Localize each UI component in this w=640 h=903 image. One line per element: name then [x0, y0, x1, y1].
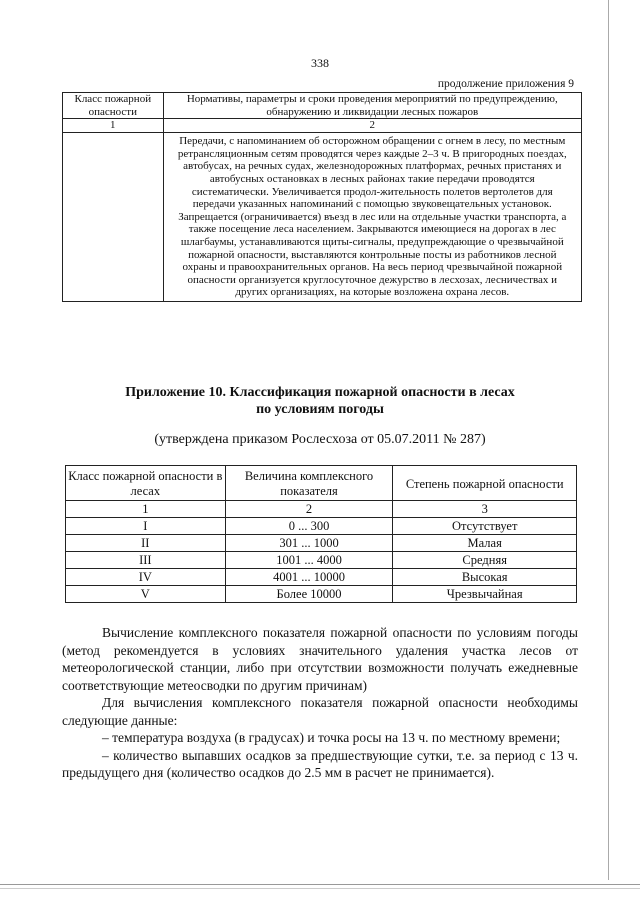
body-paragraph: – температура воздуха (в градусах) и точка росы на 13 ч. по местному времени;: [102, 730, 561, 745]
danger-degree: Чрезвычайная: [393, 586, 577, 603]
scan-edge-line: [608, 0, 609, 880]
measures-cell: [163, 133, 581, 302]
danger-class: V: [66, 586, 226, 603]
index-range: 301 ... 1000: [225, 535, 393, 552]
danger-class: I: [66, 518, 226, 535]
header-cell: Класс пожарной опасности: [63, 93, 164, 119]
approval-note: (утверждена приказом Рослесхоза от 05.07.2011 № 287): [154, 432, 486, 447]
table-row: [66, 569, 577, 586]
column-number: 1: [66, 501, 226, 518]
measures-paragraph: Передачи, с напоминанием об осторожном обращении с огнем в лесу, по местным ретрансляционным сетям проводятся через каждые 2–3 ч. В пригородных поездах, автобусах, на речных судах, железнодорожных платформах, речных пристанях и автобусных остановках в лесных районах такие передачи проводятся систематически. Увеличивается продол-жительность полетов вертолетов для передачи указанных напоминаний с помощью звуковещательных установок.: [177, 135, 567, 211]
body-paragraph: – количество выпавших осадков за предшествующие сутки, т.е. за период с 13 ч. предыдущего дня (количество осадков до 2.5 мм в расчет не принимается).: [62, 747, 578, 780]
table-row: [63, 133, 582, 302]
scan-edge-line: [0, 884, 640, 885]
danger-class: II: [66, 535, 226, 552]
index-range: 1001 ... 4000: [225, 552, 393, 569]
page-number: 338: [311, 56, 329, 70]
column-number: 2: [163, 119, 581, 133]
appendix-title-line: по условиям погоды: [256, 402, 384, 417]
column-number: 2: [225, 501, 393, 518]
index-range: Более 10000: [225, 586, 393, 603]
scan-edge-line: [0, 888, 640, 889]
header-cell: Степень пожарной опасности: [393, 466, 577, 501]
table-header-row: [66, 466, 577, 501]
header-cell: Класс пожарной опасности в лесах: [66, 466, 226, 501]
table-row: [66, 518, 577, 535]
table-header-row: [63, 93, 582, 119]
danger-class: IV: [66, 569, 226, 586]
column-number: 3: [393, 501, 577, 518]
body-paragraph: Вычисление комплексного показателя пожарной опасности по условиям погоды (метод рекомендуется в условиях значительного удаления участка лесов от метеорологической станции, либо при отсутствии возможности получать ежедневные соответствующие метеосводки по другим причинам): [62, 625, 578, 693]
class-cell-empty: [63, 133, 164, 302]
danger-degree: Высокая: [393, 569, 577, 586]
body-text: [62, 624, 578, 782]
table-row: [66, 586, 577, 603]
fire-danger-classification-table: [65, 465, 577, 603]
danger-degree: Малая: [393, 535, 577, 552]
table-row: [66, 535, 577, 552]
index-range: 4001 ... 10000: [225, 569, 393, 586]
table-row: [66, 552, 577, 569]
danger-degree: Средняя: [393, 552, 577, 569]
fire-measures-table: [62, 92, 582, 302]
danger-degree: Отсутствует: [393, 518, 577, 535]
appendix-title-line: Приложение 10. Классификация пожарной опасности в лесах: [125, 385, 515, 400]
continuation-label: продолжение приложения 9: [437, 78, 574, 90]
body-paragraph: Для вычисления комплексного показателя пожарной опасности необходимы следующие данные:: [62, 695, 578, 728]
index-range: 0 ... 300: [225, 518, 393, 535]
column-number-row: [63, 119, 582, 133]
appendix-title: [0, 384, 640, 418]
header-cell: Нормативы, параметры и сроки проведения мероприятий по предупреждению, обнаружению и ликвидации лесных пожаров: [163, 93, 581, 119]
column-number: 1: [63, 119, 164, 133]
measures-paragraph: Запрещается (ограничивается) въезд в лес или на отдельные участки транспорта, а также посещение леса населением. Закрываются имеющиеся на дорогах в лес шлагбаумы, устанавливаются щиты-сигналы, предупреждающие о чрезвычайной пожарной опасности, выставляются контрольные посты из работников лесной охраны и правоохранительных органов. На весь период чрезвычайной пожарной опасности организуется круглосуточное дежурство в лесхозах, лесничествах и других организациях, на которые возложена охрана лесов.: [178, 210, 567, 299]
danger-class: III: [66, 552, 226, 569]
header-cell: Величина комплексного показателя: [225, 466, 393, 501]
column-number-row: [66, 501, 577, 518]
